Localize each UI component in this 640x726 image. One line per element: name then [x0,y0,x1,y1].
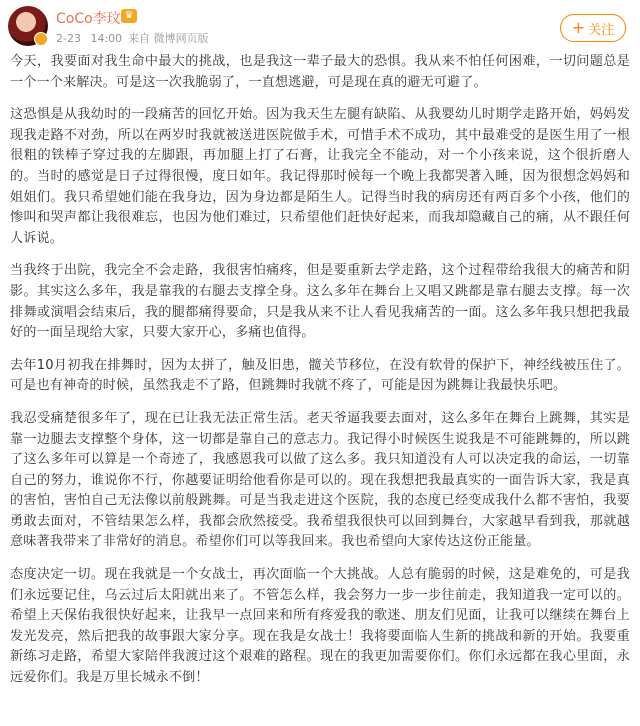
post-paragraph: 我忍受痛楚很多年了，现在已让我无法正常生活。老天爷逼我要去面对，这么多年在舞台上跳舞，其实是靠一边腿去支撑整个身体，这一切都是靠自己的意志力。我记得小时候医生说我是不可能跳舞的，所以跳了这么多年可以算是一个奇迹了，我感恩我可以做了这么多。我只知道没有人可以决定我的命运，一切靠自己的努力，谁说你不行，你越要证明给他看你是可以的。现在我想把我最真实的一面告诉大家，我是真的害怕，害怕自己无法像以前般跳舞。可是当我走进这个医院，我的态度已经变成我什么都不害怕，我要勇敢去面对，不管结果怎么样，我都会欣然接受。我希望我很快可以回到舞台，大家越早看到我，那就越意味著我带来了非常好的消息。希望你们可以等我回来。我也希望向大家传达这份正能量。 [10,410,630,550]
post-body [0,52,640,701]
post-paragraph: 当我终于出院，我完全不会走路，我很害怕痛疼，但是要重新去学走路，这个过程带给我很大的痛苦和阴影。其实这么多年，我是靠我的右腿去支撑全身。这么多年在舞台上又唱又跳都是靠右腿去支撑。每一次排舞或演唱会结束后，我的腿都痛得要命，只是我从来不让人看见我痛苦的一面。这么多年我只想把我最好的一面呈现给大家，只要大家开心，多痛也值得。 [10,263,630,341]
verified-badge-icon [34,32,48,46]
post-paragraph: 这恐惧是从我幼时的一段痛苦的回忆开始。因为我天生左腿有缺陷、从我婴幼儿时期学走路开始，妈妈发现我走路不对劲，所以在两岁时我就被送进医院做手术，可惜手术不成功，其中最难受的是医生用了一根很粗的铁棒子穿过我的左脚跟，再加腿上打了石膏，让我完全不能动，对一个小孩来说，这个很折磨人的。当时的感觉是日子过得很慢，度日如年。我记得那时候每一个晚上我都哭著入睡，因为很想念妈妈和姐姐们。我只希望她们能在我身边，因为身边都是陌生人。记得当时我的病房还有两百多个小孩，他们的惨叫和哭声都让我很难忘，也因为他们难过，只希望他们赶快好起来，而我却隐藏自己的痛，从不跟任何人诉说。 [10,107,630,246]
post-paragraph: 今天，我要面对我生命中最大的挑战，也是我这一辈子最大的恐惧。我从来不怕任何困难，一切问题总是一个一个来解决。可是这一次我脆弱了，一直想逃避，可是现在真的避无可避了。 [10,54,630,90]
follow-label: 关注 [588,22,615,38]
post-paragraph: 去年10月初我在排舞时，因为太拼了，触及旧患，髋关节移位，在没有软骨的保护下，神经线被压住了。可是也有神奇的时候，虽然我走不了路，但跳舞时我就不疼了，可能是因为跳舞让我最快乐吧。 [10,357,630,394]
post-meta [56,30,209,46]
vip-crown-icon[interactable]: ♛ [121,9,137,23]
plus-icon: + [571,18,586,37]
post-source: 来自 微博网页版 [128,32,209,45]
username[interactable]: CoCo李玟 [56,11,121,27]
post-date[interactable]: 2-23 14:00 [56,32,123,45]
follow-button[interactable] [560,14,626,42]
post-header [0,0,640,52]
post-paragraph: 态度决定一切。现在我就是一个女战士，再次面临一个大挑战。人总有脆弱的时候，这是难免的，可是我们永远要记住，乌云过后太阳就出来了。不管怎么样，我会努力一步一步往前走，我知道我一定可以的。希望上天保佑我很快好起来，让我早一点回来和所有疼爱我的歌迷、朋友们见面，让我可以继续在舞台上发光发亮，然后把我的故事跟大家分享。现在我是女战士！我将要面临人生新的挑战和新的开始。我要重新练习走路，希望大家陪伴我渡过这个艰难的路程。现在的我更加需要你们。你们永远都在我心里面，永远爱你们。我是万里长城永不倒！ [10,567,630,686]
